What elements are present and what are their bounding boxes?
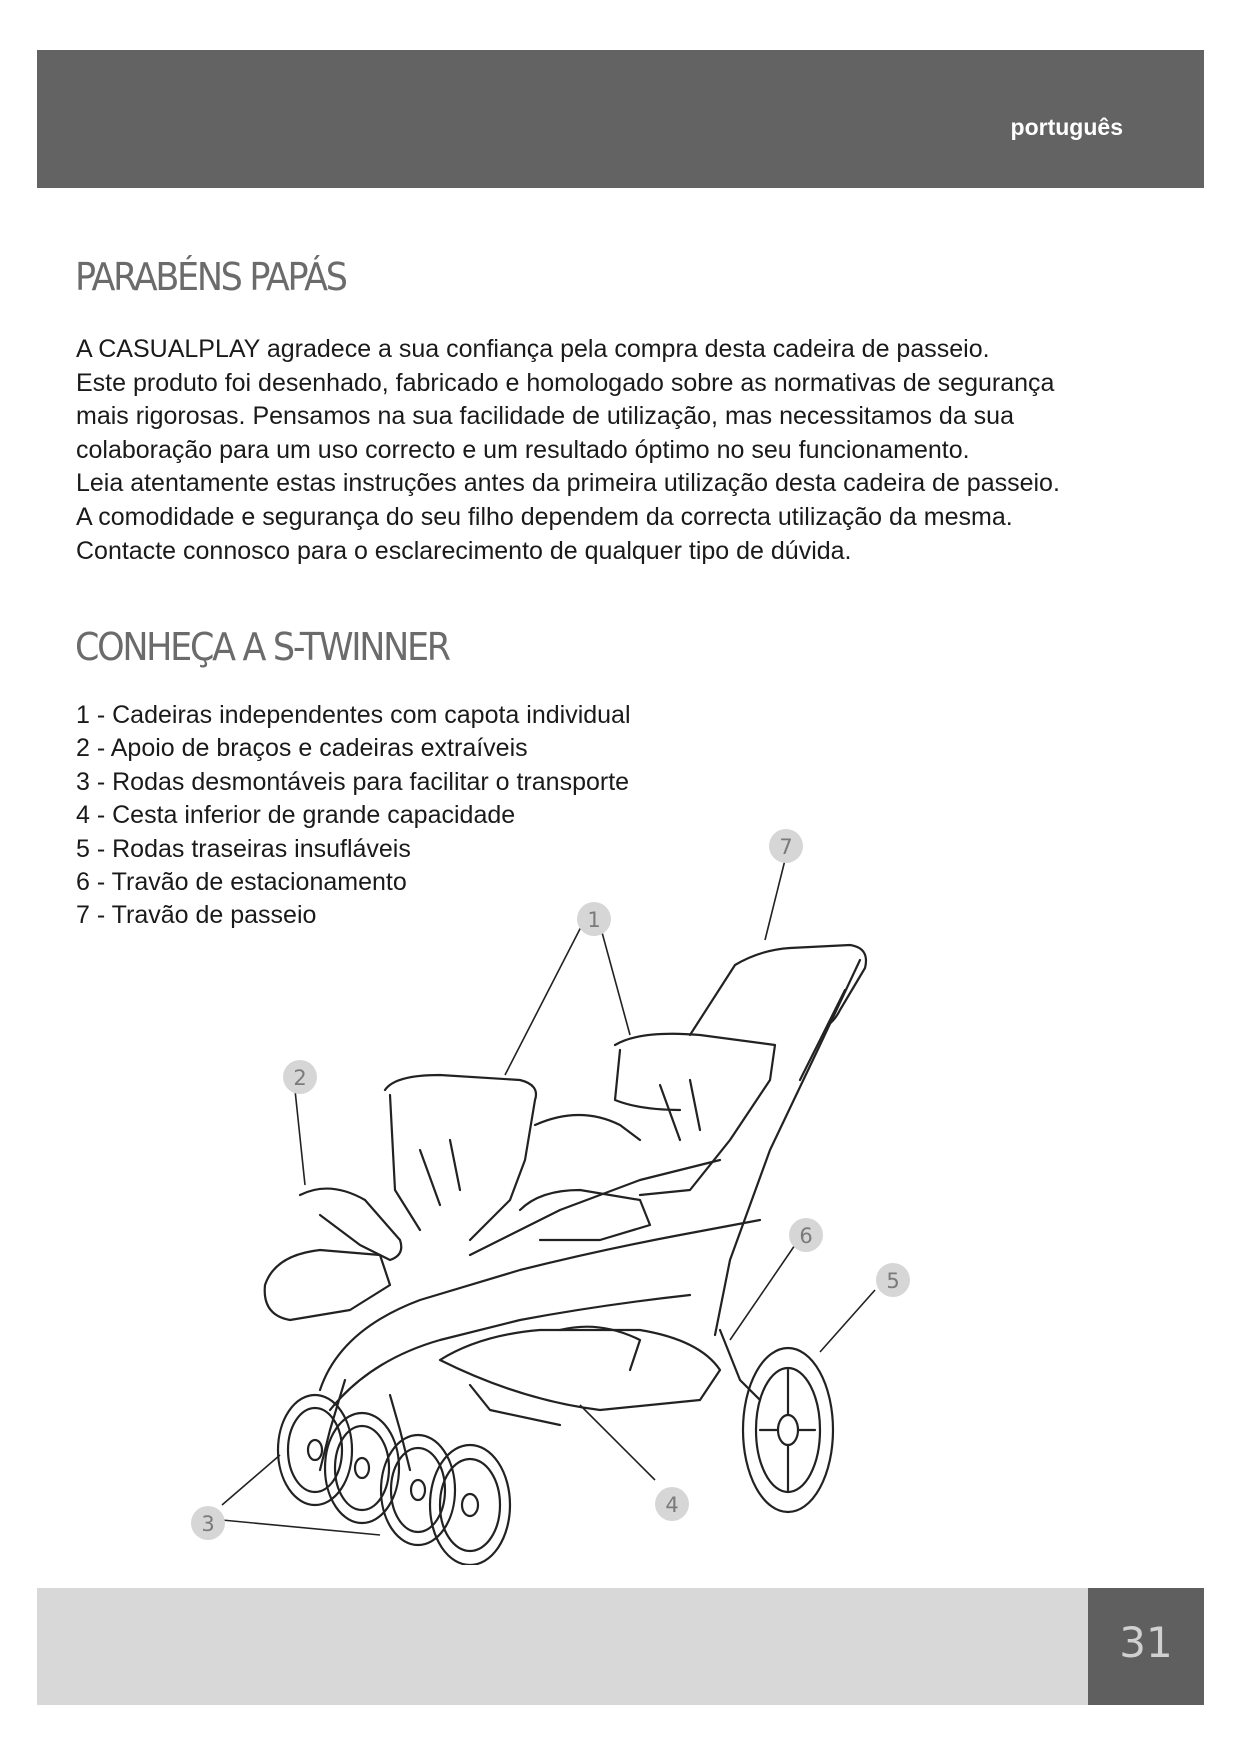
intro-paragraph [76, 333, 1196, 568]
front-seat-back [385, 1075, 536, 1240]
callout-1 [577, 902, 611, 936]
svg-text:3: 3 [201, 1512, 215, 1536]
stroller-diagram [180, 815, 940, 1565]
front-armrest [300, 1189, 401, 1260]
rear-seat-back [615, 1034, 775, 1195]
feature-item: 4 - Cesta inferior de grande capacidade [76, 801, 516, 830]
basket [440, 1330, 720, 1410]
language-label: português [1010, 114, 1123, 140]
intro-line: Este produto foi desenhado, fabricado e homologado sobre as normativas de segurança [76, 368, 1055, 397]
svg-text:4: 4 [665, 1493, 679, 1517]
feature-item: 3 - Rodas desmontáveis para facilitar o transporte [76, 767, 630, 796]
svg-text:5: 5 [886, 1269, 900, 1293]
page-number: 31 [1119, 1618, 1173, 1667]
rear-frame [715, 960, 860, 1335]
front-wheel-left [278, 1395, 352, 1505]
callout-7 [769, 829, 803, 863]
rear-wheel [743, 1348, 833, 1512]
front-wheel-mid [325, 1413, 399, 1523]
chassis [320, 1220, 760, 1390]
intro-line: colaboração para um uso correcto e um resultado óptimo no seu funcionamento. [76, 435, 970, 464]
feature-item: 7 - Travão de passeio [76, 901, 317, 930]
svg-text:6: 6 [799, 1224, 813, 1248]
section-title-features: CONHEÇA A S-TWINNER [75, 625, 449, 669]
svg-text:7: 7 [779, 835, 793, 859]
page-number-box [1088, 1588, 1204, 1705]
svg-text:2: 2 [293, 1066, 307, 1090]
svg-text:1: 1 [587, 908, 601, 932]
section-title-congrats: PARABÉNS PAPÁS [75, 255, 346, 299]
feature-item: 5 - Rodas traseiras insufláveis [76, 834, 411, 863]
footer-bar [37, 1588, 1088, 1705]
front-wheel-far [430, 1445, 510, 1565]
intro-line: A comodidade e segurança do seu filho dependem da correcta utilização da mesma. [76, 502, 1013, 531]
intro-line: Contacte connosco para o esclarecimento de qualquer tipo de dúvida. [76, 536, 852, 565]
callout-4 [655, 1487, 689, 1521]
feature-item: 6 - Travão de estacionamento [76, 868, 407, 897]
intro-line: A CASUALPLAY agradece a sua confiança pela compra desta cadeira de passeio. [76, 335, 990, 363]
front-seat-base [265, 1250, 390, 1320]
callout-3 [191, 1506, 225, 1540]
feature-item: 1 - Cadeiras independentes com capota individual [76, 701, 631, 729]
intro-line: Leia atentamente estas instruções antes da primeira utilização desta cadeira de passeio. [76, 469, 1060, 498]
feature-item: 2 - Apoio de braços e cadeiras extraíveis [76, 734, 528, 763]
handlebar [690, 945, 866, 1035]
callout-6 [789, 1218, 823, 1252]
callout-5 [876, 1263, 910, 1297]
intro-line: mais rigorosas. Pensamos na sua facilidade de utilização, mas necessitamos da sua [76, 402, 1014, 431]
callout-2 [283, 1060, 317, 1094]
